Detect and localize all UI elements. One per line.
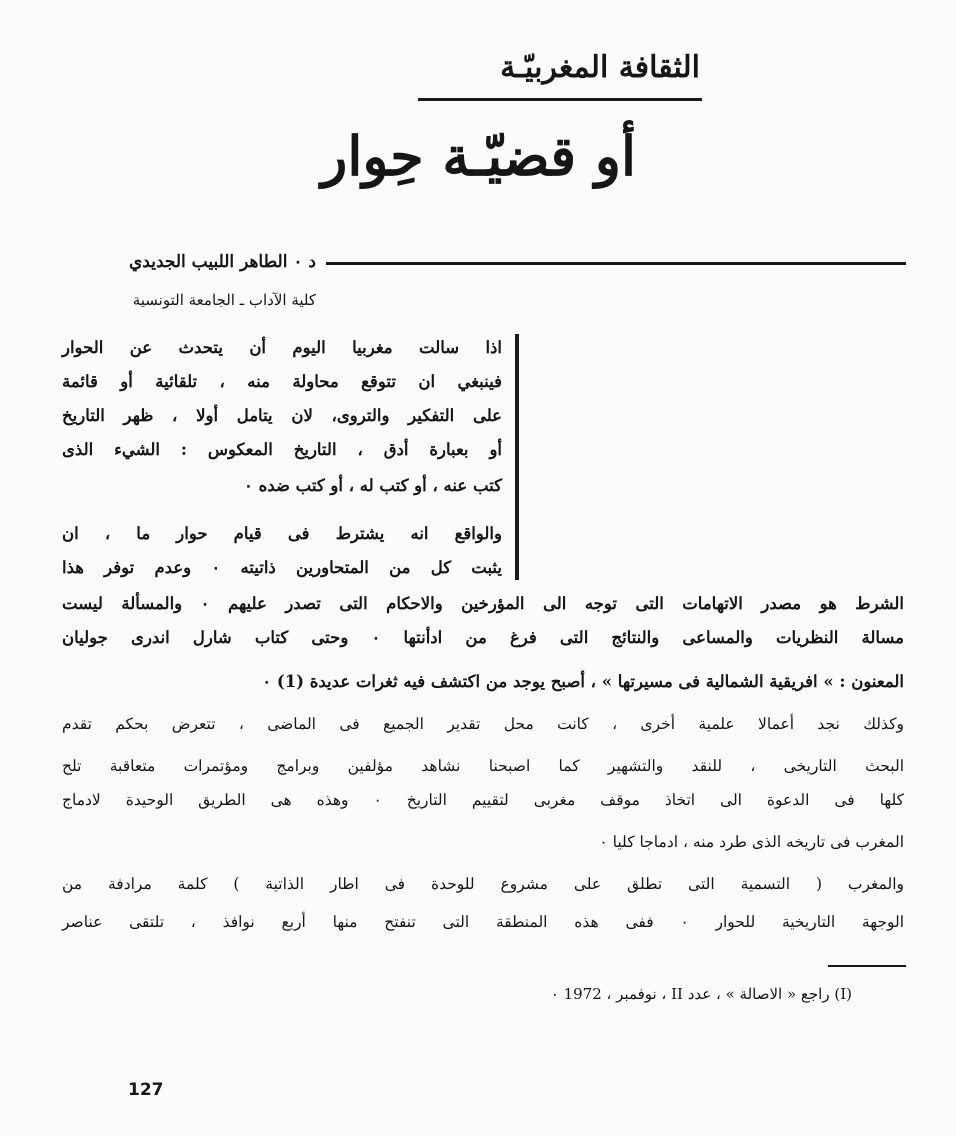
intro-line: فينبغي ان تتوقع محاولة منه ، تلقائية أو قائمة [62,372,502,391]
body-line: المغرب فى تاريخه الذى طرد منه ، ادماجا كليا ٠ [599,833,904,851]
intro-line: اذا سالت مغربيا اليوم أن يتحدث عن الحوار [62,338,502,357]
footnote: (I) راجع « الاصالة » ، عدد II ، نوفمبر ، 1972 ٠ [550,985,852,1003]
section-title-underline [418,98,702,101]
footnote-divider [828,965,906,967]
author-affiliation: كلية الآداب ـ الجامعة التونسية [132,291,316,309]
body-line: الوجهة التاريخية للحوار ٠ ففى هذه المنطقة التى تنفتح منها أربع نوافذ ، تلتقى عناصر [62,913,905,931]
intro-line: يثبت كل من المتحاورين ذاتيته ٠ وعدم توفر هذا [62,558,503,577]
body-line: وكذلك نجد أعمالا علمية أخرى ، كانت محل تقدير الجميع فى الماضى ، تتعرض بحكم تقدم [62,715,904,733]
article-title: أو قضيّـة حِوار [321,124,636,188]
body-bold-line: مسالة النظريات والمساعى والنتائج التى فرغ من ادأنتها ٠ وحتى كتاب شارل اندرى جوليان [62,628,905,647]
intro-line: كتب عنه ، أو كتب له ، أو كتب ضده ٠ [243,476,502,495]
intro-line: والواقع انه يشترط فى قيام حوار ما ، ان [62,524,502,543]
author-divider [326,262,906,265]
intro-line: على التفكير والتروى، لان يتامل أولا ، ظهر التاريخ [62,406,502,425]
author-name: د ٠ الطاهر اللبيب الجديدي [128,252,316,272]
section-title: الثقافة المغربيّـة [500,50,700,85]
body-line: البحث التاريخى ، للنقد والتشهير كما اصبحنا نشاهد مؤلفين وبرامج ومؤتمرات متعاقبة تلح [62,757,904,775]
body-bold-line: المعنون : » افريقية الشمالية فى مسيرتها » ، أصبح يوجد من اكتشف فيه ثغرات عديدة (1) ٠ [262,672,904,691]
body-line: والمغرب ( التسمية التى تطلق على مشروع للوحدة فى اطار الذاتية ) كلمة مرادفة من [62,875,904,893]
body-bold-line: الشرط هو مصدر الاتهامات التى توجه الى المؤرخين والاحكام التى تصدر عليهم ٠ والمسألة ليست [62,594,905,613]
intro-vertical-rule [515,334,519,580]
page-number: 127 [128,1080,164,1100]
body-line: كلها فى الدعوة الى اتخاذ موقف مغربى لتقييم التاريخ ٠ وهذه هى الطريق الوحيدة لادماج [62,791,904,809]
intro-line: أو بعبارة أدق ، التاريخ المعكوس : الشيء الذى [62,440,502,459]
